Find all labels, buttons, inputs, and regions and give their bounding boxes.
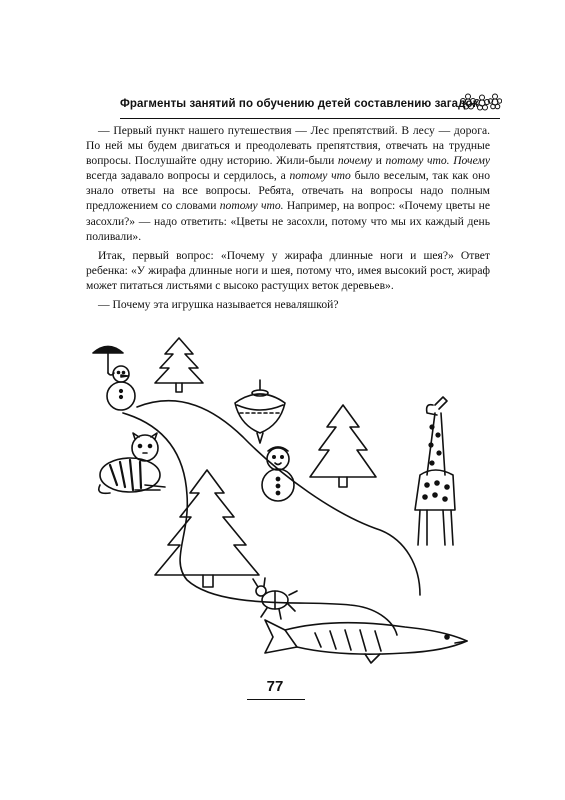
- tiger-icon: [99, 433, 165, 493]
- page-number: 77: [266, 678, 284, 695]
- running-header: [120, 96, 500, 119]
- paragraph-2: Итак, первый вопрос: «Почему у жирафа длинные ноги и шея?» Ответ ребенка: «У жирафа длинные ноги и шея, потому что, имея высокий рост, жираф может питаться листьями с высоко растущих веток деревьев».: [86, 248, 490, 292]
- road-edge-upper: [137, 401, 420, 595]
- fir-tree-icon: [310, 405, 376, 487]
- paragraph-1: — Первый пункт нашего путешествия — Лес препятствий. В лесу — дорога. По ней мы будем двигаться и преодолевать препятствия, отвечать на трудные вопросы. Послушайте одну историю. Жили-были почему и потому что. Почему всегда задавало вопросы и сердилось, а потому что было веселым, так как оно знало ответы на все вопросы. Ребята, отвечать на вопросы надо полным предложением со словами потому что. Например, на вопрос: «Почему цветы не засохли?» — надо ответить: «Цветы не засохли, потому что мы их каждый день поливали».: [86, 124, 490, 243]
- page-number-rule: [247, 699, 305, 700]
- header-title: Фрагменты занятий по обучению детей составлению загадок: [120, 98, 479, 110]
- beetle-icon: [253, 578, 297, 619]
- flower-ornament-icon: [460, 92, 502, 117]
- snowman-umbrella-icon: [93, 347, 135, 411]
- roly-poly-doll-icon: [262, 447, 294, 501]
- forest-road-illustration: [75, 335, 485, 670]
- road-edge-lower: [123, 413, 397, 635]
- body-text: [86, 123, 490, 312]
- paragraph-3: — Почему эта игрушка называется неваляшкой?: [98, 298, 339, 312]
- fir-tree-icon: [155, 338, 203, 392]
- fir-tree-icon: [155, 470, 259, 587]
- pike-fish-icon: [265, 620, 467, 663]
- spinning-top-icon: [235, 380, 285, 443]
- giraffe-icon: [415, 397, 455, 545]
